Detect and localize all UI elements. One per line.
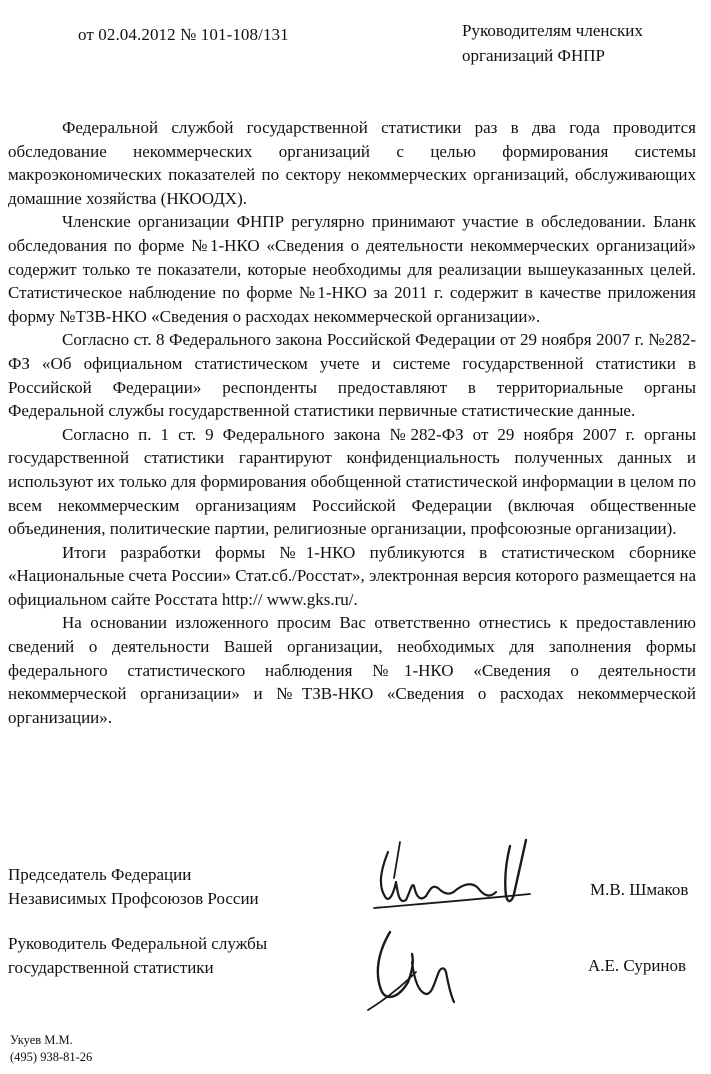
signer-1-name: М.В. Шмаков — [590, 880, 689, 899]
recipient-line-2: организаций ФНПР — [462, 46, 605, 65]
signature-1-swash — [374, 894, 530, 908]
signature-2-underline — [368, 972, 416, 1010]
body-paragraph-1: Федеральной службой государственной статистики раз в два года проводится обследование некоммерческих организаций с целью формирования системы макроэкономических показателей по сектору некоммерческих организаций, обслуживающих домашние хозяйства (НКООДХ). — [8, 118, 696, 208]
signature-1-loop — [505, 840, 526, 901]
contact-footer — [10, 1032, 92, 1066]
signature-1-tick — [394, 842, 400, 878]
letter-body — [8, 116, 696, 729]
signer-1-title-line-2: Независимых Профсоюзов России — [8, 889, 259, 908]
body-paragraph-4: Согласно п. 1 ст. 9 Федерального закона №282-ФЗ от 29 ноября 2007 г. органы государственной статистики гарантируют конфиденциальность полученных данных и используют их только для формирования обобщенной статистической информации в целом по всем некоммерческим организациям Российской Федерации (включая общественные объединения, политические партии, религиозные организации, профсоюзные организации). — [8, 424, 696, 539]
letter-recipient — [462, 18, 692, 68]
signer-2-title — [8, 932, 267, 980]
recipient-line-1: Руководителям членских — [462, 21, 643, 40]
signer-2-title-line-2: государственной статистики — [8, 958, 214, 977]
signer-2-name: А.Е. Суринов — [588, 956, 687, 975]
body-paragraph-2: Членские организации ФНПР регулярно принимают участие в обследовании. Бланк обследования по форме №1-НКО «Сведения о деятельности некоммерческих организаций» содержит только те показатели, которые необходимы для реализации вышеуказанных целей. Статистическое наблюдение по форме №1-НКО за 2011 г. содержит в качестве приложения форму №ТЗВ-НКО «Сведения о расходах некоммерческой организации». — [8, 212, 696, 326]
signer-2-title-line-1: Руководитель Федеральной службы — [8, 934, 268, 953]
signature-2-tail — [412, 962, 454, 1002]
contact-phone: (495) 938-81-26 — [10, 1050, 93, 1064]
body-paragraph-5: Итоги разработки формы №1-НКО публикуются в статистическом сборнике «Национальные счета России» Стат.сб./Росстат», электронная версия которого размещается на официальном сайте Росстата http:// www.gks.ru/. — [8, 542, 696, 609]
signer-1-title-line-1: Председатель Федерации — [8, 865, 192, 884]
signature-1-stroke — [381, 852, 496, 901]
body-paragraph-3: Согласно ст. 8 Федерального закона Российской Федерации от 29 ноября 2007 г. №282-ФЗ «Об официальном статистическом учете и системе государственной статистики в Российской Федерации» респонденты предоставляют в территориальные органы Федеральной службы государственной статистики первичные статистические данные. — [8, 330, 696, 421]
contact-name: Укуев М.М. — [10, 1033, 73, 1047]
letter-reference: от 02.04.2012 № 101-108/131 — [78, 25, 289, 44]
body-paragraph-6: На основании изложенного просим Вас ответственно отнестись к предоставлению сведений о деятельности Вашей организации, необходимых для заполнения формы федерального статистического наблюдения №1-НКО «Сведения о деятельности некоммерческой организации» и №ТЗВ-НКО «Сведения о расходах некоммерческой организации». — [8, 613, 696, 727]
signer-1-title — [8, 863, 259, 911]
signature-2-stroke — [378, 932, 413, 997]
handwritten-signatures — [360, 812, 560, 1022]
